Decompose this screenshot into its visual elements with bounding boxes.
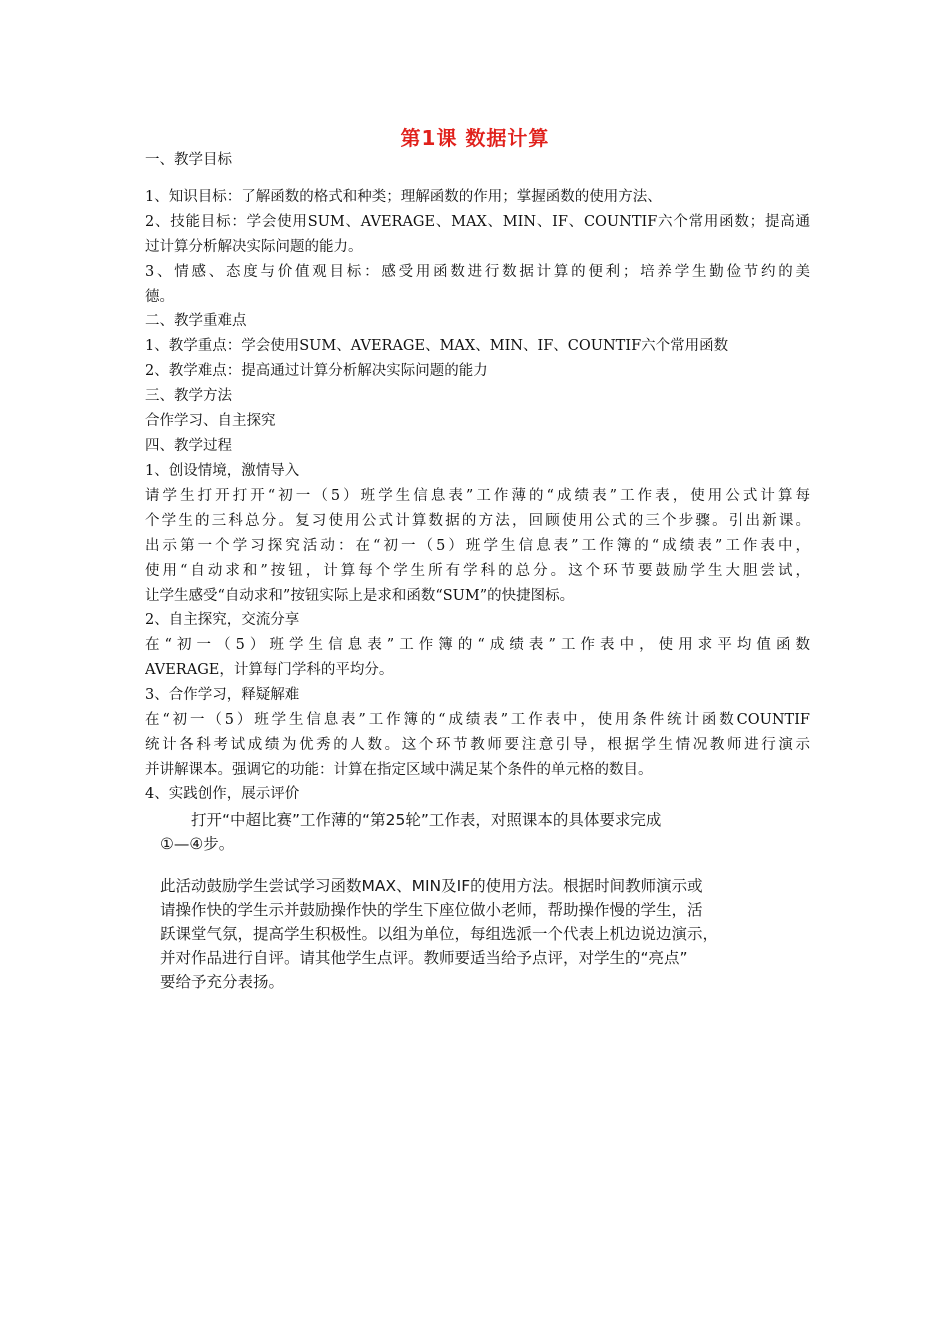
section-heading: 三、教学方法 [145,388,232,404]
paragraph-line: 个学生的三科总分。复习使用公式计算数据的方法，回顾使用公式的三个步骤。引出新课。 [145,513,810,529]
paragraph-line: 在“初一（5）班学生信息表”工作簿的“成绩表”工作表中，使用求平均值函数 [145,637,810,653]
paragraph-line: 2、技能目标：学会使用SUM、AVERAGE、MAX、MIN、IF、COUNTIF六个常用函数；提高通 [145,214,810,230]
section-heading: 一、教学目标 [145,152,232,168]
paragraph-line: 在“初一（5）班学生信息表”工作簿的“成绩表”工作表中，使用条件统计函数COUNTIF [145,712,810,728]
paragraph-line: 出示第一个学习探究活动：在“初一（5）班学生信息表”工作簿的“成绩表”工作表中， [145,538,810,554]
section-heading: 二、教学重难点 [145,313,247,329]
paragraph-line: 并讲解课本。强调它的功能：计算在指定区域中满足某个条件的单元格的数目。 [145,762,653,778]
image-text-line: ①—④步。 [160,835,235,853]
subsection-heading: 4、实践创作，展示评价 [145,786,300,802]
paragraph-line: 德。 [145,289,174,305]
paragraph-line: 1、知识目标：了解函数的格式和种类；理解函数的作用；掌握函数的使用方法、 [145,189,662,205]
paragraph-line: 统计各科考试成绩为优秀的人数。这个环节教师要注意引导，根据学生情况教师进行演示 [145,737,810,753]
paragraph-line: 1、教学重点：学会使用SUM、AVERAGE、MAX、MIN、IF、COUNTIF六个常用函数 [145,338,729,354]
image-text-line: 要给予充分表扬。 [160,973,285,991]
paragraph-line: 2、教学难点：提高通过计算分析解决实际问题的能力 [145,363,488,379]
subsection-heading: 2、自主探究，交流分享 [145,612,300,628]
page-title: 第1课 数据计算 [400,126,550,150]
image-text-line: 跃课堂气氛，提高学生积极性。以组为单位，每组选派一个代表上机边说边演示， [160,925,719,943]
image-text-line: 此活动鼓励学生尝试学习函数MAX、MIN及IF的使用方法。根据时间教师演示或 [160,877,703,895]
image-text-line: 并对作品进行自评。请其他学生点评。教师要适当给予点评，对学生的“亮点” [160,949,688,967]
paragraph-line: 请学生打开打开“初一（5）班学生信息表”工作薄的“成绩表”工作表，使用公式计算每 [145,488,810,504]
embedded-text-image [160,806,780,996]
paragraph-line: AVERAGE，计算每门学科的平均分。 [145,662,394,678]
subsection-heading: 1、创设情境，激情导入 [145,463,300,479]
paragraph-line: 合作学习、自主探究 [145,413,276,429]
section-heading: 四、教学过程 [145,438,232,454]
paragraph-line: 3、情感、态度与价值观目标：感受用函数进行数据计算的便利；培养学生勤俭节约的美 [145,264,810,280]
image-text-line: 打开“中超比赛”工作薄的“第25轮”工作表，对照课本的具体要求完成 [160,811,662,829]
paragraph-line: 使用“自动求和”按钮，计算每个学生所有学科的总分。这个环节要鼓励学生大胆尝试， [145,563,810,579]
image-text-line: 请操作快的学生示并鼓励操作快的学生下座位做小老师，帮助操作慢的学生，活 [160,901,703,919]
subsection-heading: 3、合作学习，释疑解难 [145,687,300,703]
paragraph-line: 让学生感受“自动求和”按钮实际上是求和函数“SUM”的快捷图标。 [145,588,575,604]
paragraph-line: 过计算分析解决实际问题的能力。 [145,239,363,255]
